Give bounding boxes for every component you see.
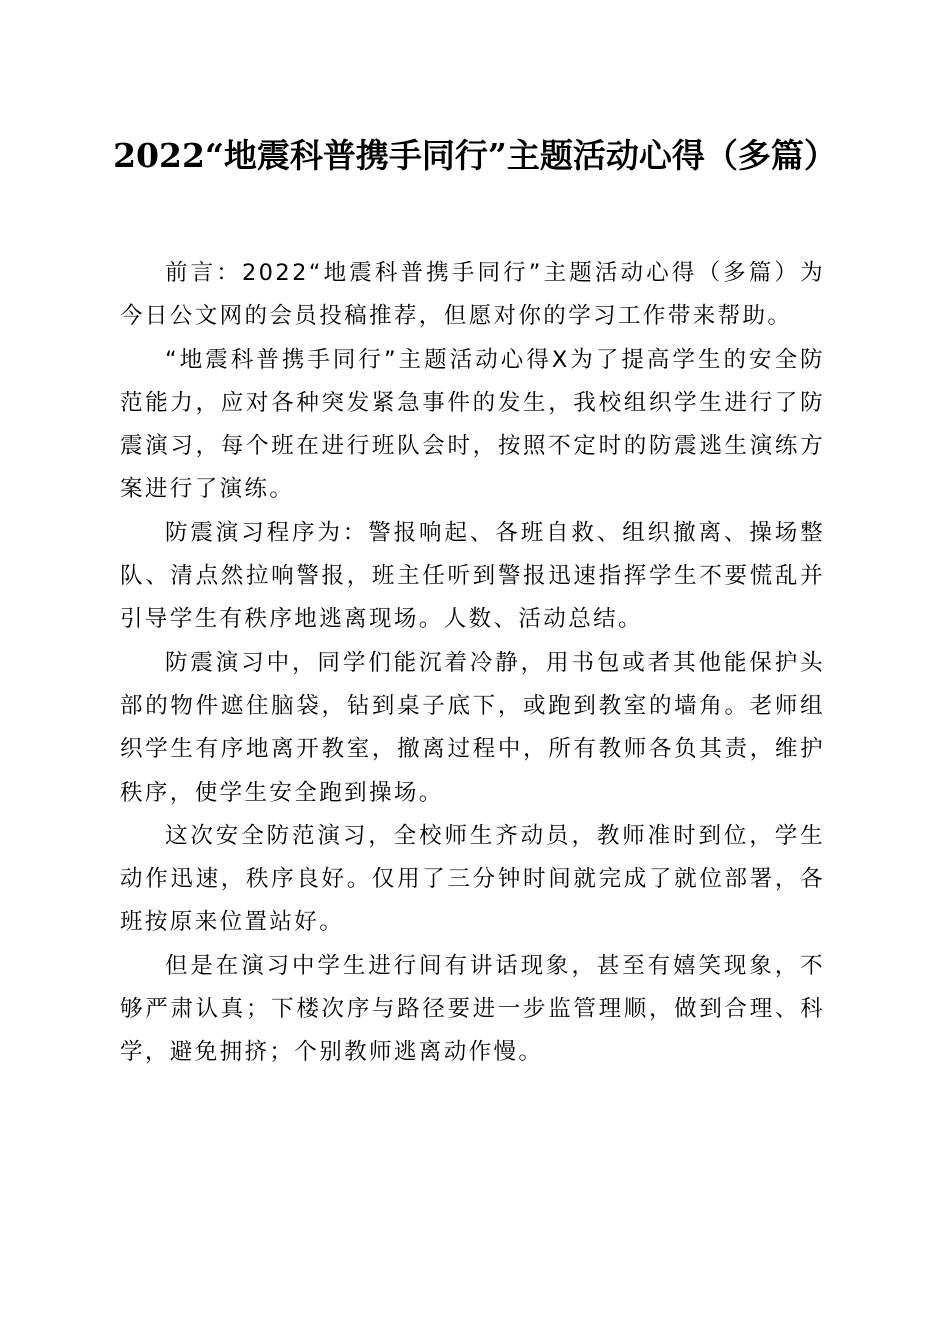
- document-body: [120, 252, 825, 1075]
- paragraph-drill-process: 防震演习中，同学们能沉着冷静，用书包或者其他能保护头部的物件遮住脑袋，钻到桌子底下，或跑到教室的墙角。老师组织学生有序地离开教室，撤离过程中，所有教师各负其责，维护秩序，使学生安全跑到操场。: [120, 649, 825, 806]
- paragraph-shortcomings: 但是在演习中学生进行间有讲话现象，甚至有嬉笑现象，不够严肃认真；下楼次序与路径要进一步监管理顺，做到合理、科学，避免拥挤；个别教师逃离动作慢。: [120, 952, 825, 1066]
- paragraph-results: 这次安全防范演习，全校师生齐动员，教师准时到位，学生动作迅速，秩序良好。仅用了三分钟时间就完成了就位部署，各班按原来位置站好。: [120, 822, 825, 936]
- document-title: 2022“地震科普携手同行”主题活动心得（多篇）: [113, 136, 837, 175]
- paragraph-procedure: 防震演习程序为：警报响起、各班自救、组织撤离、操场整队、清点然拉响警报，班主任听到警报迅速指挥学生不要慌乱并引导学生有秩序地逃离现场。人数、活动总结。: [120, 519, 825, 633]
- paragraph-intro: “地震科普携手同行”主题活动心得X为了提高学生的安全防范能力，应对各种突发紧急事件的发生，我校组织学生进行了防震演习，每个班在进行班队会时，按照不定时的防震逃生演练方案进行了演练。: [120, 346, 825, 503]
- paragraph-preface: 前言：2022“地震科普携手同行”主题活动心得（多篇）为今日公文网的会员投稿推荐，但愿对你的学习工作带来帮助。: [120, 260, 825, 330]
